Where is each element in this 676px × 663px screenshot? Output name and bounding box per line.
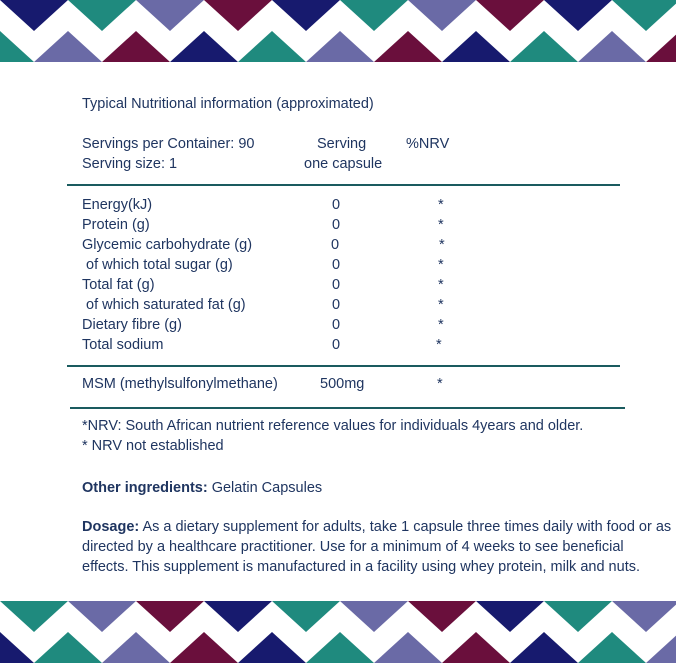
nutrient-serving: 0 [332, 257, 341, 273]
nutrient-name: Dietary fibre (g) [82, 317, 182, 333]
nutrient-name: Protein (g) [82, 217, 150, 233]
other-ingredients-label: Other ingredients: [82, 480, 208, 496]
servings-per-container: Servings per Container: 90 [82, 136, 255, 152]
table-bottom-divider [70, 407, 625, 409]
dosage-label: Dosage: [82, 519, 140, 535]
nrv-not-established-note: * NRV not established [82, 438, 224, 454]
nutrient-name: Energy(kJ) [82, 197, 153, 213]
nutrient-nrv: * [438, 317, 444, 333]
active-ingredient-name: MSM (methylsulfonylmethane) [82, 376, 278, 392]
nutrient-serving: 0 [332, 277, 341, 293]
nutrient-nrv: * [438, 197, 444, 213]
nutrient-serving: 0 [332, 317, 341, 333]
nutrient-nrv: * [438, 257, 444, 273]
nutrient-name: Total fat (g) [82, 277, 155, 293]
nutrition-title: Typical Nutritional information (approximated) [82, 96, 374, 112]
nutrients-divider [67, 365, 620, 367]
top-pattern-band [0, 0, 676, 62]
top-diamond-pattern [0, 0, 676, 62]
bottom-pattern-band [0, 601, 676, 663]
serving-column-subheader: one capsule [304, 156, 383, 172]
nutrient-nrv: * [438, 217, 444, 233]
nrv-column-header: %NRV [406, 136, 450, 152]
nrv-footnote: *NRV: South African nutrient reference values for individuals 4years and older. [82, 418, 584, 434]
nutrient-serving: 0 [332, 337, 341, 353]
serving-size: Serving size: 1 [82, 156, 178, 172]
nutrient-serving: 0 [332, 297, 341, 313]
other-ingredients [82, 479, 322, 497]
nutrient-serving: 0 [332, 217, 341, 233]
nutrient-nrv: * [438, 277, 444, 293]
nutrient-name: of which total sugar (g) [82, 257, 233, 273]
nutrient-name: of which saturated fat (g) [82, 297, 246, 313]
other-ingredients-value: Gelatin Capsules [207, 480, 323, 496]
nutrient-serving: 0 [331, 237, 340, 253]
nutrient-name: Total sodium [82, 337, 164, 353]
active-ingredient-serving: 500mg [320, 376, 365, 392]
dosage-paragraph [82, 517, 672, 577]
nutrient-nrv: * [439, 237, 445, 253]
nutrient-serving: 0 [332, 197, 341, 213]
bottom-diamond-pattern [0, 601, 676, 663]
nutrient-nrv: * [438, 297, 444, 313]
dosage-text: As a dietary supplement for adults, take 1 capsule three times daily with food or as directed by a healthcare practitioner. Use for a minimum of 4 weeks to see beneficial effects. This supplement is manufactured in a facility using whey protein, milk and nuts. [82, 519, 672, 575]
nutrient-name: Glycemic carbohydrate (g) [82, 237, 253, 253]
serving-column-header: Serving [317, 136, 367, 152]
active-ingredient-nrv: * [437, 376, 443, 392]
nutrient-nrv: * [436, 337, 442, 353]
header-divider [67, 184, 620, 186]
